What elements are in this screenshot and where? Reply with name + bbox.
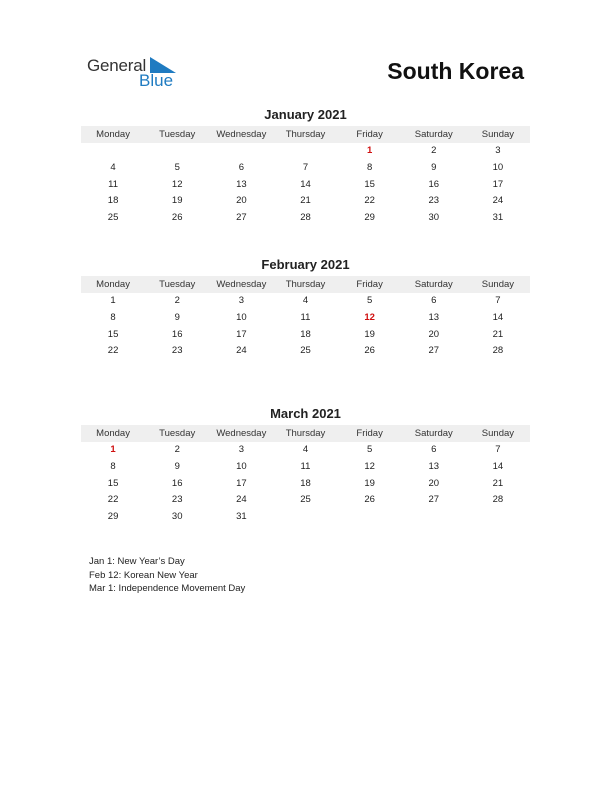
country-title: South Korea (387, 58, 524, 84)
day-cell: 7 (302, 161, 309, 173)
weekday-label: Wednesday (216, 129, 267, 140)
day-cell: 7 (495, 295, 501, 306)
day-cell: 2 (174, 444, 180, 455)
day-cell: 31 (236, 511, 247, 523)
day-cell: 25 (107, 212, 119, 224)
day-cell: 27 (428, 345, 440, 357)
day-cell: 14 (492, 460, 504, 472)
day-cell: 26 (364, 494, 375, 506)
day-cell: 1 (366, 145, 373, 156)
day-cell: 7 (495, 444, 501, 455)
day-cell: 2 (431, 145, 437, 156)
month-title: January 2021 (264, 107, 347, 122)
day-cell: 28 (492, 345, 504, 357)
day-cell: 16 (171, 477, 183, 489)
day-cell: 16 (428, 178, 440, 190)
weekday-header-row (81, 425, 530, 442)
week-row (81, 343, 530, 360)
month-title: March 2021 (270, 406, 341, 421)
day-cell: 25 (300, 494, 311, 506)
day-cell (466, 509, 530, 526)
day-cell (145, 143, 209, 160)
day-cell: 24 (236, 345, 247, 357)
day-cell: 21 (492, 477, 504, 489)
weekday-label: Thursday (285, 279, 326, 290)
day-cell: 23 (428, 195, 440, 207)
weekday-label: Saturday (414, 129, 453, 140)
day-cell: 8 (110, 460, 116, 472)
weekday-label: Wednesday (216, 279, 267, 290)
day-cell: 3 (238, 295, 244, 306)
day-cell: 19 (364, 477, 375, 489)
day-cell: 13 (236, 178, 247, 190)
day-cell: 28 (492, 494, 504, 506)
day-cell: 11 (300, 311, 311, 323)
day-cell: 14 (300, 178, 311, 190)
day-cell: 15 (107, 328, 119, 340)
week-row (81, 310, 530, 327)
day-cell: 20 (236, 195, 247, 207)
weekday-label: Thursday (285, 428, 326, 439)
day-cell: 1 (110, 295, 116, 306)
day-cell: 5 (366, 295, 373, 306)
day-cell: 29 (364, 212, 375, 224)
week-row (81, 293, 530, 310)
day-cell: 30 (428, 212, 440, 224)
day-cell: 4 (302, 295, 309, 306)
weekday-label: Tuesday (159, 428, 196, 439)
week-row (81, 492, 530, 509)
day-cell: 19 (171, 195, 183, 207)
weekday-label: Monday (96, 428, 130, 439)
week-row (81, 193, 530, 210)
week-row (81, 143, 530, 160)
week-row (81, 210, 530, 227)
day-cell: 24 (492, 195, 504, 207)
day-cell: 5 (174, 161, 180, 173)
weekday-label: Thursday (285, 129, 326, 140)
weekday-label: Tuesday (159, 279, 196, 290)
week-row (81, 442, 530, 459)
day-cell: 27 (428, 494, 440, 506)
day-cell: 10 (236, 460, 247, 472)
day-cell (402, 509, 466, 526)
day-cell (273, 509, 337, 526)
day-cell: 13 (428, 311, 440, 323)
day-cell: 18 (107, 195, 119, 207)
weekday-label: Friday (356, 279, 383, 290)
day-cell: 20 (428, 477, 440, 489)
week-row (81, 177, 530, 194)
week-row (81, 476, 530, 493)
day-cell: 18 (300, 328, 311, 340)
day-cell (273, 143, 337, 160)
day-cell: 26 (171, 212, 183, 224)
day-cell: 11 (108, 178, 118, 190)
day-cell: 22 (364, 195, 375, 207)
weekday-label: Tuesday (159, 129, 196, 140)
weekday-label: Wednesday (216, 428, 267, 439)
day-cell: 8 (366, 161, 373, 173)
day-cell: 27 (236, 212, 247, 224)
day-cell: 17 (492, 178, 504, 190)
day-cell: 24 (236, 494, 247, 506)
month-title: February 2021 (261, 257, 350, 272)
weekday-header-row (81, 276, 530, 293)
weekday-label: Sunday (481, 129, 515, 140)
day-cell: 22 (107, 345, 119, 357)
week-row (81, 327, 530, 344)
day-cell: 22 (107, 494, 119, 506)
weekday-label: Saturday (414, 428, 453, 439)
day-cell: 12 (171, 178, 183, 190)
day-cell (81, 143, 145, 160)
weekday-label: Monday (96, 129, 130, 140)
day-cell: 17 (236, 477, 247, 489)
day-cell: 25 (300, 345, 311, 357)
day-cell: 4 (110, 161, 116, 173)
day-cell: 6 (431, 444, 437, 455)
day-cell: 13 (428, 460, 440, 472)
day-cell: 15 (107, 477, 119, 489)
day-cell: 23 (171, 345, 183, 357)
day-cell: 6 (431, 295, 437, 306)
day-cell: 8 (110, 311, 116, 323)
day-cell: 10 (492, 161, 504, 173)
week-row (81, 459, 530, 476)
logo-word-general: General (87, 56, 147, 75)
day-cell: 20 (428, 328, 440, 340)
month-block (81, 106, 530, 227)
logo-word-blue: Blue (139, 71, 174, 90)
day-cell: 21 (492, 328, 504, 340)
day-cell: 31 (492, 212, 504, 224)
holiday-note: Jan 1: New Year’s Day (89, 556, 185, 567)
day-cell (338, 509, 402, 526)
day-cell: 28 (300, 212, 311, 224)
day-cell: 15 (364, 178, 375, 190)
generalblue-logo (87, 56, 187, 92)
day-cell: 26 (364, 345, 375, 357)
week-row (81, 509, 530, 526)
day-cell: 12 (364, 311, 375, 323)
day-cell: 5 (366, 444, 373, 455)
day-cell: 9 (174, 311, 180, 323)
month-block (81, 405, 530, 526)
weekday-label: Friday (356, 428, 383, 439)
weekday-label: Saturday (414, 279, 453, 290)
day-cell: 19 (364, 328, 375, 340)
day-cell: 17 (236, 328, 247, 340)
day-cell: 29 (107, 511, 119, 523)
day-cell: 12 (364, 460, 375, 472)
weekday-header-row (81, 126, 530, 143)
day-cell: 21 (300, 195, 311, 207)
day-cell: 3 (495, 145, 501, 156)
day-cell: 3 (238, 444, 244, 455)
day-cell: 18 (300, 477, 311, 489)
day-cell: 30 (171, 511, 183, 523)
weekday-label: Sunday (481, 428, 515, 439)
weekday-label: Sunday (481, 279, 515, 290)
day-cell: 10 (236, 311, 247, 323)
month-block (81, 256, 530, 360)
day-cell: 1 (110, 444, 116, 455)
day-cell: 11 (300, 460, 311, 472)
day-cell: 9 (431, 161, 437, 173)
day-cell: 16 (171, 328, 183, 340)
day-cell (209, 143, 273, 160)
day-cell: 4 (302, 444, 309, 455)
week-row (81, 160, 530, 177)
weekday-label: Friday (356, 129, 383, 140)
day-cell: 9 (174, 460, 180, 472)
day-cell: 2 (174, 295, 180, 306)
holiday-note: Mar 1: Independence Movement Day (89, 583, 246, 594)
day-cell: 6 (238, 161, 244, 173)
holiday-note: Feb 12: Korean New Year (89, 569, 198, 581)
day-cell: 14 (492, 311, 504, 323)
day-cell: 23 (171, 494, 183, 506)
holiday-notes (89, 555, 245, 596)
weekday-label: Monday (96, 279, 130, 290)
